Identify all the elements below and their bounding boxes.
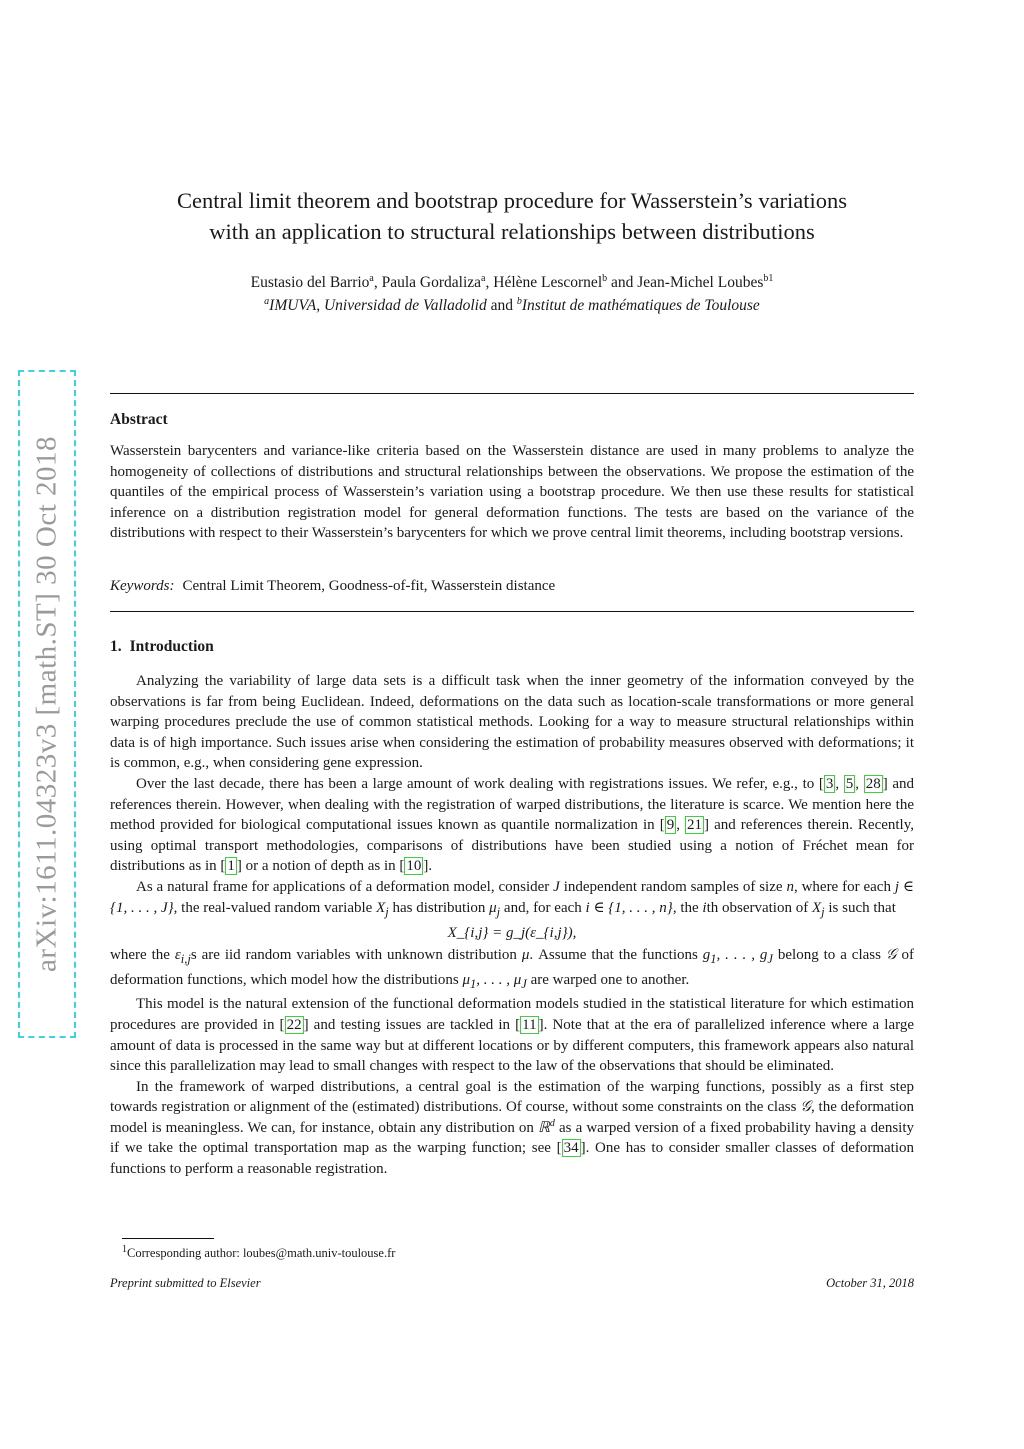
p4-text-d: belong to a class [772,947,886,964]
p4-text-e: of deformation functions, which model how the distributions [110,947,915,988]
p3-text-a: As a natural frame for applications of a deformation model, consider [136,878,554,895]
math-mu-list: $\mu_1$, . . . , $\mu_J$ [462,971,527,991]
math-i-set: i ∈ {1, . . . , n} [585,899,673,916]
math-n: n [786,878,794,895]
affiliations [110,296,914,316]
math-g-list: $g_1$, . . . , $g_J$ [702,947,773,967]
p5-text-c: ]. Note that at the era of parallelized inference where a large amount of data is processed in the same way but at different locations or by different computers, this framework appears also natural since this parallelization may lead to small changes with respect to the law of the observations that should be eliminated. [110,1016,914,1075]
section-heading [110,638,214,656]
p3-text-c: , where for each [793,878,895,895]
math-J: J [553,878,560,895]
footer-submission: Preprint submitted to Elsevier [110,1276,261,1290]
p6-text-c: as a warped version of a fixed probability having a density if we take the optimal transportation map as the warping function; see [ [110,1119,915,1157]
p6-text-a: In the framework of warped distributions, a central goal is the estimation of the warping functions, possibly as a first step towards registration or alignment of the (estimated) distributions. Of course, without some constraints on the class [110,1078,914,1116]
math-mu: μ [521,947,530,964]
abstract-bottom-rule [110,611,914,612]
p2-text-c: ] and references therein. Recently, using optimal transport methodologies, comparisons of distributions have been studied using a notion of Fréchet mean for distributions as in [ [110,817,914,875]
citation-link[interactable]: 10 [406,858,422,875]
author-list [110,273,914,293]
author-1-affil: a [369,272,374,284]
abstract-text: Wasserstein barycenters and variance-like criteria based on the Wasserstein distance are used in many problems to analyze the homogeneity of collections of distributions and structural relationships between the observations. We propose the estimation of the quantiles of the empirical process of Wasserstein’s variation using a bootstrap procedure. We then use these results for statistical inference on a distribution registration model for general deformation functions. The tests are based on the variance of the distributions with respect to their Wasserstein’s barycenters for which we prove central limit theorems, including bootstrap versions. [110,443,914,542]
equation: X_{i,j} = g_j(ε_{i,j}), [447,925,577,942]
math-Xj-2: $X_j$ [811,899,825,919]
p3-text-f: and, for each [500,899,586,916]
p2-text-d: ] or a notion of depth as in [ [236,858,405,875]
citation-link[interactable]: 9 [666,817,675,834]
p5-text-b: ] and testing issues are tackled in [ [303,1016,521,1033]
math-i: i [702,899,707,916]
citation-link[interactable]: 34 [563,1140,579,1157]
p6-text-d: ]. One has to consider smaller classes of deformation functions to perform a reasonable registration. [110,1140,915,1178]
p3-text-e: has distribution [388,899,490,916]
author-4: and Jean-Michel Loubes [607,274,764,291]
p2-text-a: Over the last decade, there has been a large amount of work dealing with registrations issues. We refer, e.g., to [ [136,775,824,792]
keywords-label: Keywords: [110,578,175,594]
citation-link[interactable]: 22 [286,1016,302,1033]
section-number: 1. [110,638,122,655]
p3-text-g: , the [672,899,703,916]
author-4-affil: b1 [763,272,774,284]
intro-body [110,671,914,1180]
paper-title [110,185,914,247]
p3-text-i: is such that [824,899,896,916]
keywords-text: Central Limit Theorem, Goodness-of-fit, Wasserstein distance [182,578,556,594]
affil-mark-a: a [264,295,270,307]
affil-mark-b: b [516,295,522,307]
math-class-G: 𝒢 [885,947,897,964]
affil-2: Institut de mathématiques de Toulouse [521,297,760,314]
p2-text-e: ]. [423,858,433,875]
intro-paragraph-5 [110,994,914,1076]
p4-text-a: where the [110,947,175,964]
footnote-mark: 1 [122,1243,127,1255]
footnote-rule [122,1238,214,1239]
citation-link[interactable]: 28 [865,775,881,792]
intro-paragraph-6 [110,1077,914,1180]
author-2-affil: a [481,272,486,284]
math-j-set: j ∈ {1, . . . , J} [110,878,914,916]
affil-conj: and [486,297,517,314]
p4-text-f: are warped one to another. [526,971,690,988]
p5-text-a: This model is the natural extension of the functional deformation models studied in the statistical literature for which estimation procedures are provided in [ [110,996,914,1033]
citation-link[interactable]: 1 [227,858,235,875]
footer-date: October 31, 2018 [826,1276,914,1290]
affil-1: IMUVA, Universidad de Valladolid [269,297,487,314]
author-3: , Hélène Lescornel [485,274,603,291]
p2-text-b: ] and references therein. However, when dealing with the registration of warped distributions, the literature is scarce. We mention here the method provided for biological computational issues known as quantile normalization in [ [110,775,915,834]
citation-link[interactable]: 21 [687,817,703,834]
p4-text-b: s are iid random variables with unknown distribution [190,947,522,964]
keywords [110,576,914,596]
footnote [122,1245,395,1261]
math-class-G-2: 𝒢 [800,1099,811,1116]
arxiv-stamp-label: arXiv:1611.04323v3 [math.ST] 30 Oct 2018 [30,435,63,973]
intro-paragraph-4 [110,945,914,994]
math-eps-ij: $\varepsilon_{i,j}$ [174,947,191,967]
p4-text-c: . Assume that the functions [529,947,703,964]
author-2: , Paula Gordaliza [373,274,482,291]
section-title: Introduction [129,638,214,655]
abstract-heading: Abstract [110,411,168,428]
p3-text-b: independent random samples of size [559,878,787,895]
abstract-top-rule [110,393,914,394]
intro-paragraph-3 [110,877,914,922]
citation-link[interactable]: 11 [522,1016,537,1033]
author-1: Eustasio del Barrio [250,274,370,291]
citation-link[interactable]: 5 [845,775,854,792]
intro-paragraph-2: Over the last decade, there has been a large amount of work dealing with registrations issues. We refer, e.g., to [ 3 , 5 , 28 ] and references therein. However, when dealing with the registration of warped distributions, the literature is scarce. We mention here the method provided for biological computational issues known as quantile normalization in [ 9 , 21 ] and references therein. Recently, using optimal transport methodologies, comparisons of distributions have been studied using a notion of Fréchet mean for distributions as in [ 1 ] or a notion of depth as in [ 10 ]. [110,775,915,875]
intro-paragraph-1: Analyzing the variability of large data sets is a difficult task when the inner geometry of the information conveyed by the observations is far from being Euclidean. Indeed, deformations on the data such as location-scale transformations or more general warping procedures preclude the use of common statistical methods. Looking for a way to measure structural relationships within data is of high importance. Such issues arise when considering the estimation of probability measures observed with deformations; it is common, e.g., when considering gene expression. [110,673,914,772]
p3-text-h: th observation of [706,899,812,916]
title-line-1: Central limit theorem and bootstrap procedure for Wasserstein’s variations [176,188,848,213]
arxiv-stamp[interactable] [18,370,76,1038]
footnote-text: Corresponding author: loubes@math.univ-toulouse.fr [127,1246,396,1260]
math-Xj: $X_j$ [376,899,389,919]
p6-text-b: , the deformation model is meaningless. We can, for instance, obtain any distribution on [110,1099,914,1136]
author-3-affil: b [602,272,608,284]
p3-text-d: , the real-valued random variable [173,899,377,916]
math-Rd: ℝ$^d$ [538,1117,555,1136]
title-line-2: with an application to structural relationships between distributions [209,219,815,244]
citation-link[interactable]: 3 [825,775,834,792]
math-mu-j: $\mu_j$ [489,899,501,919]
